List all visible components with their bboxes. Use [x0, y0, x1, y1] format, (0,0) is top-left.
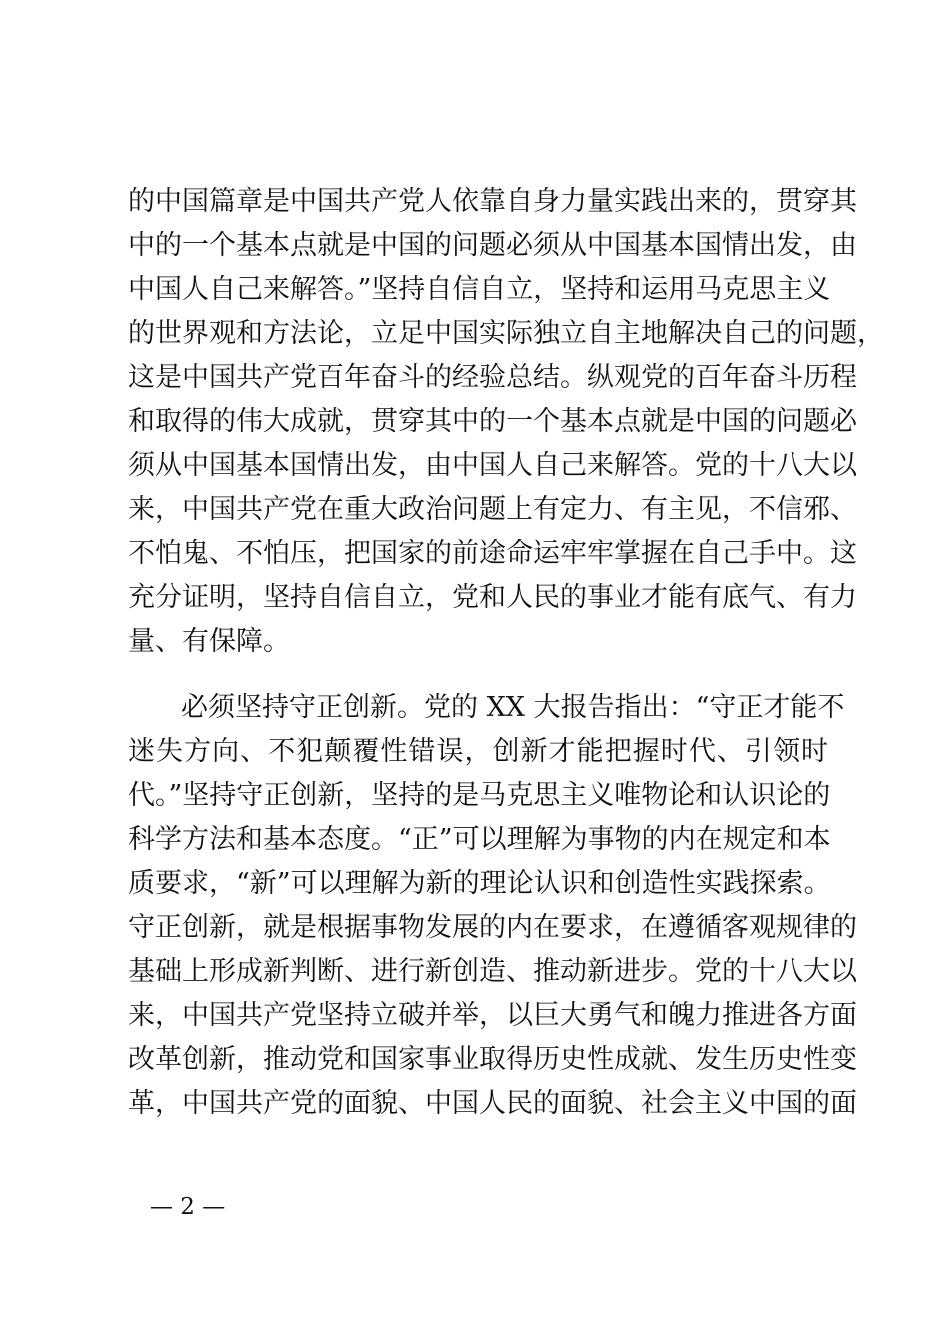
text-line: 革，中国共产党的面貌、中国人民的面貌、社会主义中国的面 [128, 1088, 857, 1119]
text-line: 迷失方向、不犯颠覆性错误，创新才能把握时代、引领时 [128, 736, 828, 767]
text-line: 这是中国共产党百年奋斗的经验总结。纵观党的百年奋斗历程 [128, 362, 857, 393]
paragraph-first-line: 必须坚持守正创新。党的 XX 大报告指出：“守正才能不 [181, 692, 845, 723]
text-line: 须从中国基本国情出发，由中国人自己来解答。党的十八大以 [128, 450, 857, 481]
text-line: 来，中国共产党坚持立破并举，以巨大勇气和魄力推进各方面 [128, 1000, 857, 1031]
text-line: 不怕鬼、不怕压，把国家的前途命运牢牢掌握在自己手中。这 [128, 538, 857, 569]
text-line: 代。”坚持守正创新，坚持的是马克思主义唯物论和认识论的 [128, 780, 831, 811]
text-line: 中的一个基本点就是中国的问题必须从中国基本国情出发，由 [128, 230, 857, 261]
text-line: 的中国篇章是中国共产党人依靠自身力量实践出来的，贯穿其 [128, 186, 857, 217]
text-line: 基础上形成新判断、进行新创造、推动新进步。党的十八大以 [128, 956, 857, 987]
text-line: 和取得的伟大成就，贯穿其中的一个基本点就是中国的问题必 [128, 406, 857, 437]
text-line: 来，中国共产党在重大政治问题上有定力、有主见，不信邪、 [128, 494, 857, 525]
text-line: 的世界观和方法论，立足中国实际独立自主地解决自己的问题， [128, 318, 884, 349]
page-number: — 2 — [150, 1194, 226, 1220]
text-line: 科学方法和基本态度。“正”可以理解为事物的内在规定和本 [128, 824, 831, 855]
text-line: 守正创新，就是根据事物发展的内在要求，在遵循客观规律的 [128, 912, 857, 943]
text-line: 充分证明，坚持自信自立，党和人民的事业才能有底气、有力 [128, 582, 857, 613]
text-line: 量、有保障。 [128, 626, 290, 657]
text-line: 中国人自己来解答。”坚持自信自立，坚持和运用马克思主义 [128, 274, 831, 305]
text-line: 质要求，“新”可以理解为新的理论认识和创造性实践探索。 [128, 868, 831, 899]
text-line: 改革创新，推动党和国家事业取得历史性成就、发生历史性变 [128, 1044, 857, 1075]
